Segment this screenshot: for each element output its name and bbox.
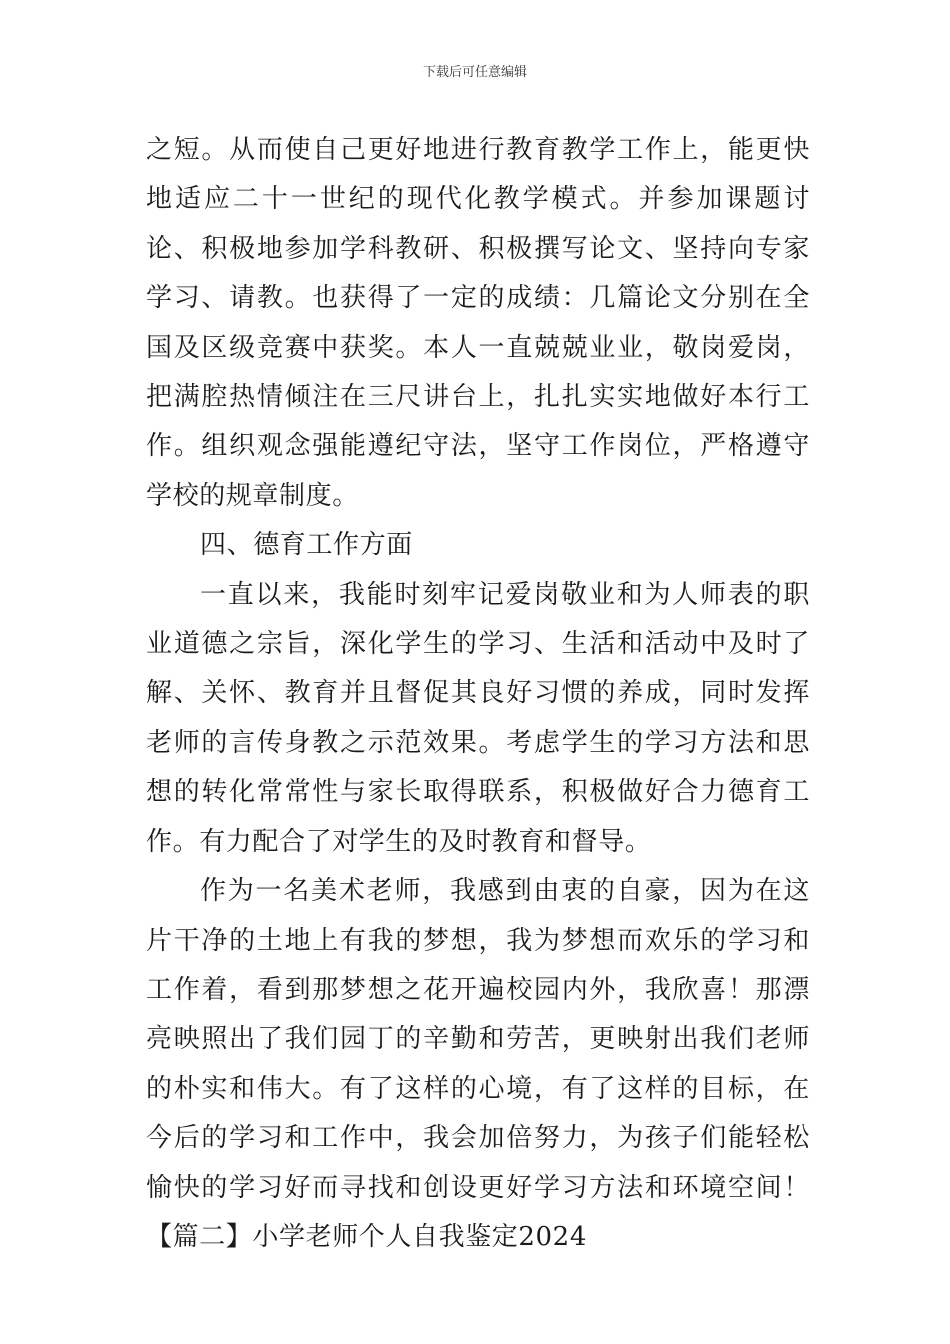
paragraph-continuation: 之短。从而使自己更好地进行教育教学工作上，能更快地适应二十一世纪的现代化教学模式。并参加课题讨论、积极地参加学科教研、积极撰写论文、坚持向专家学习、请教。也获得了一定的成绩：几篇论文分别在全国及区级竞赛中获奖。本人一直兢兢业业，敬岗爱岗，把满腔热情倾注在三尺讲台上，扎扎实实地做好本行工作。组织观念强能遵纪守法，坚守工作岗位，严格遵守学校的规章制度。 — [146, 135, 810, 511]
page-header: 下载后可任意编辑 — [422, 65, 527, 80]
document-body — [146, 126, 810, 1262]
section-heading-moral-education: 四、德育工作方面 — [200, 530, 413, 561]
paragraph-moral-education: 一直以来，我能时刻牢记爱岗敬业和为人师表的职业道德之宗旨，深化学生的学习、生活和活动中及时了解、关怀、教育并且督促其良好习惯的养成，同时发挥老师的言传身教之示范效果。考虑学生的学习方法和思想的转化常常性与家长取得联系，积极做好合力德育工作。有力配合了对学生的及时教育和督导。 — [146, 579, 810, 857]
paragraph-art-teacher: 作为一名美术老师，我感到由衷的自豪，因为在这片干净的土地上有我的梦想，我为梦想而欢乐的学习和工作着，看到那梦想之花开遍校园内外，我欣喜！那漂亮映照出了我们园丁的辛勤和劳苦，更映射出我们老师的朴实和伟大。有了这样的心境，有了这样的目标，在今后的学习和工作中，我会加倍努力，为孩子们能轻松愉快的学习好而寻找和创设更好学习方法和环境空间！【篇二】小学老师个人自我鉴定2024 — [146, 876, 810, 1252]
